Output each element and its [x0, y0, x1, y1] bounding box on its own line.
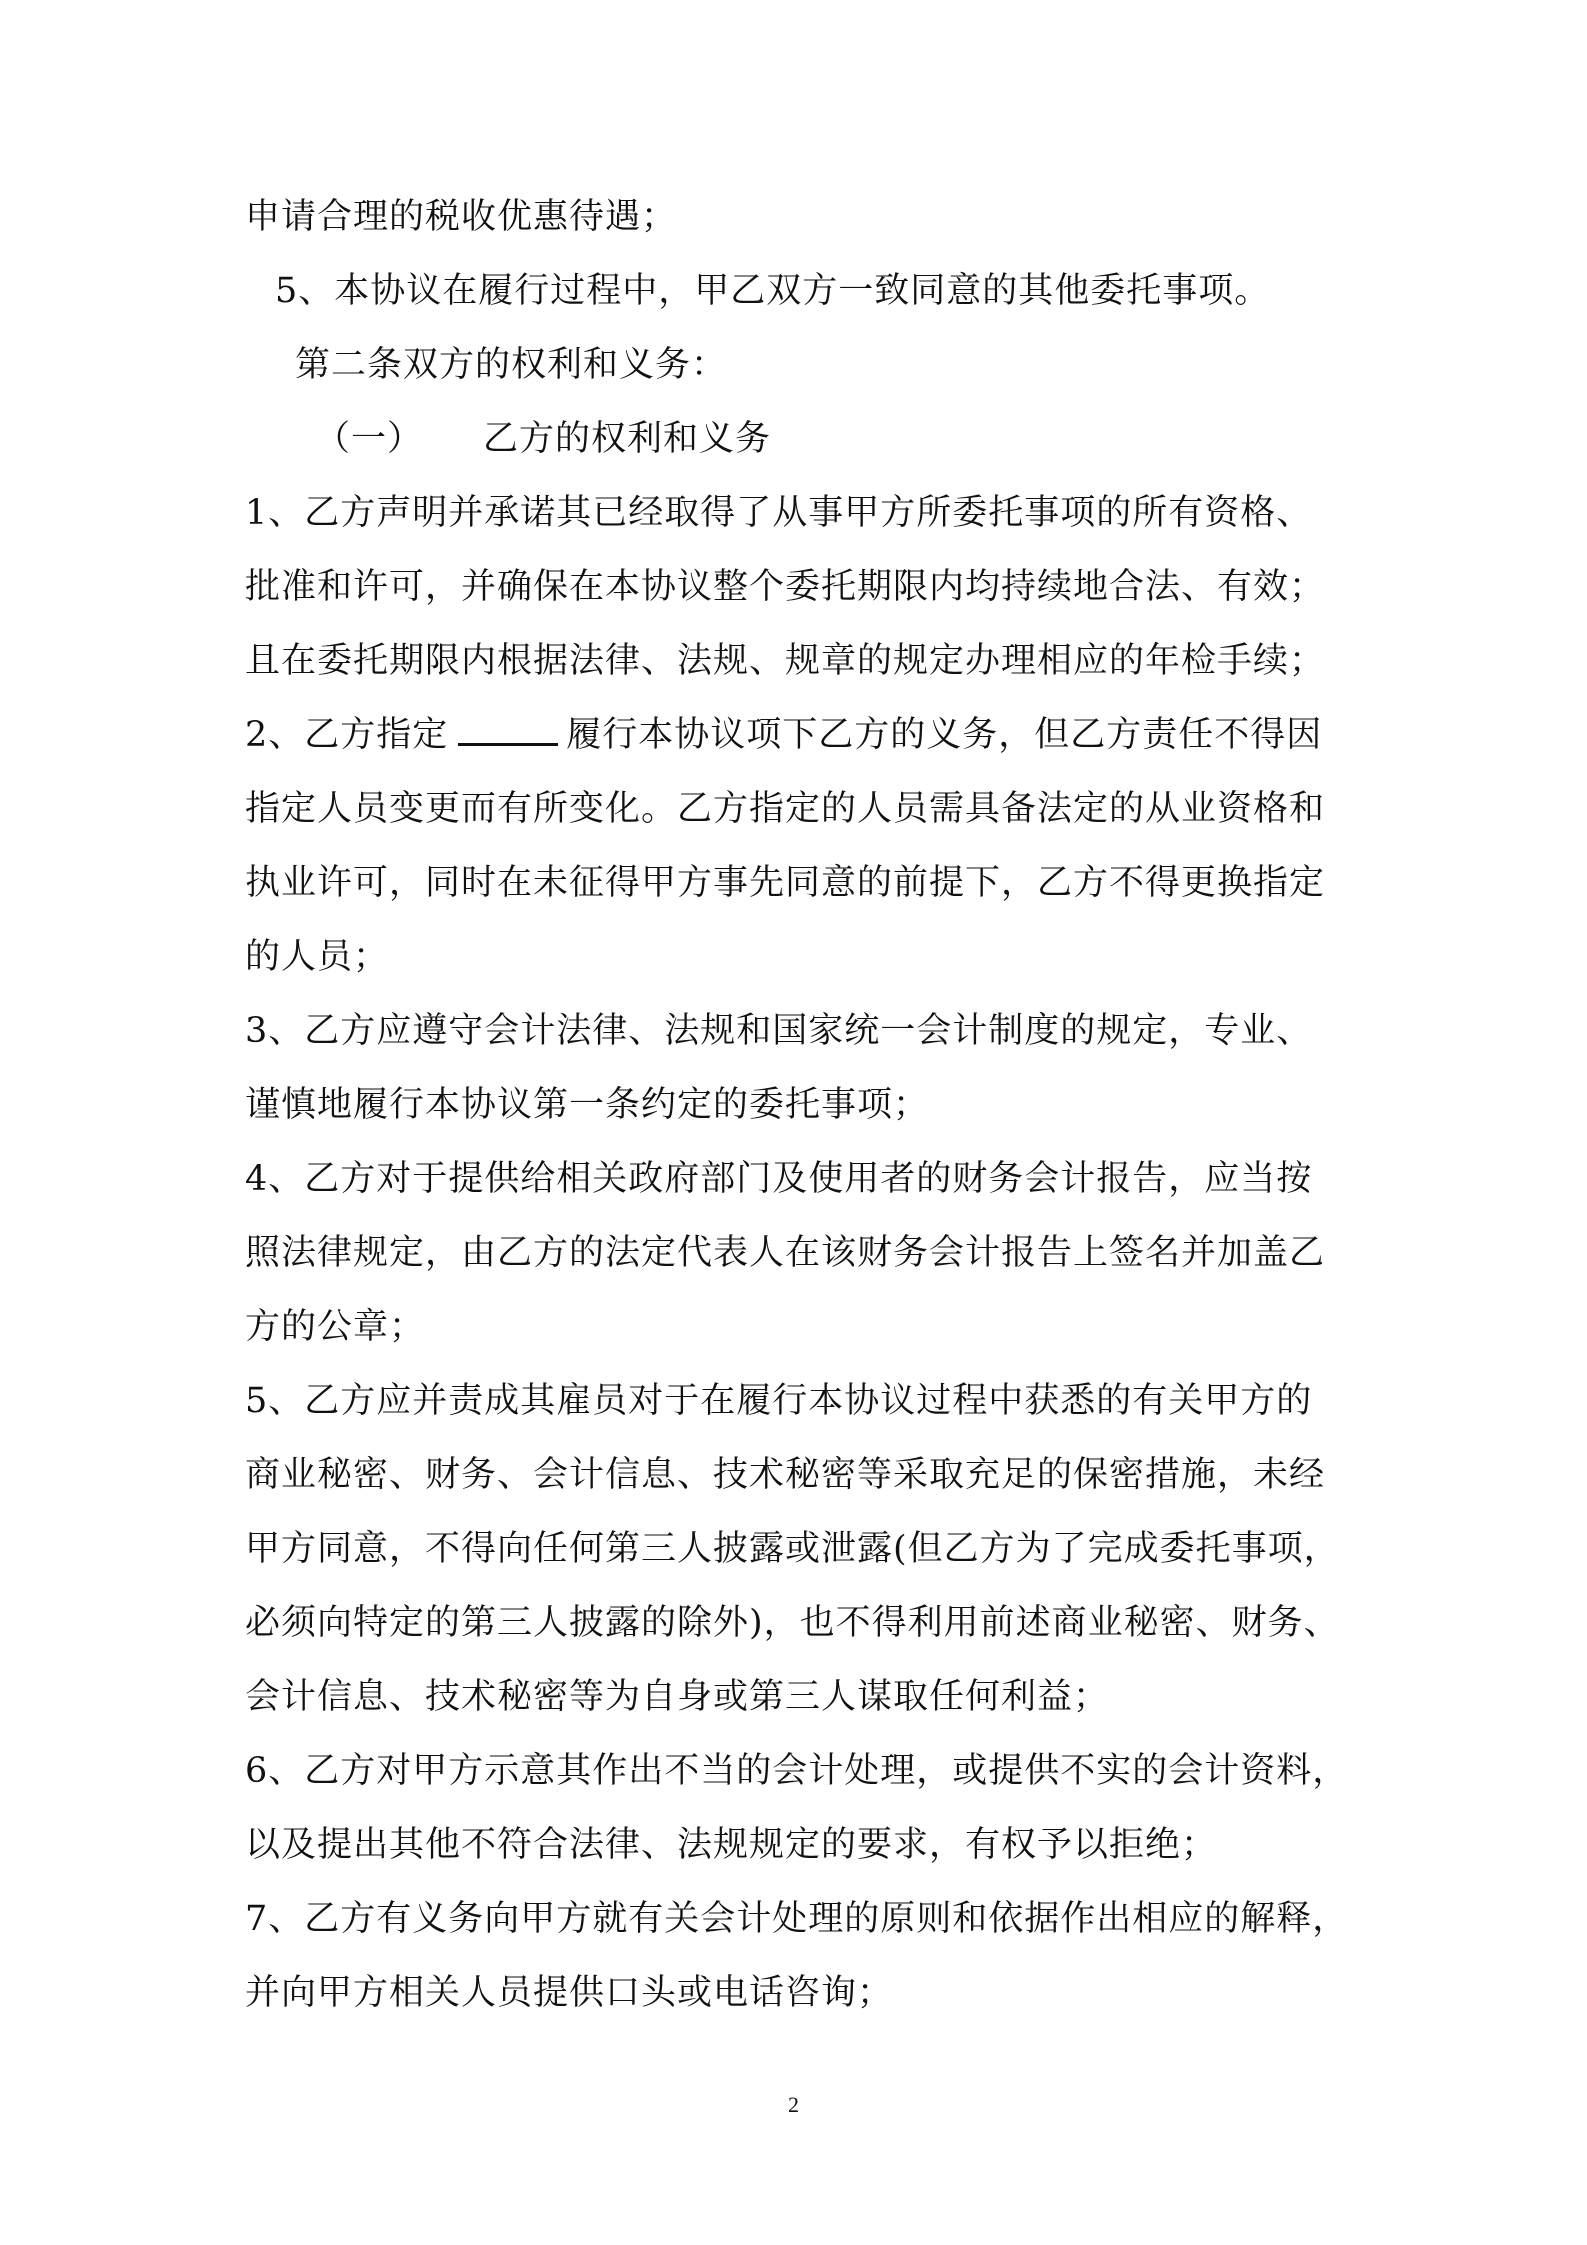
text-line: 甲方同意，不得向任何第三人披露或泄露(但乙方为了完成委托事项，	[245, 1529, 1340, 1569]
text-line: 申请合理的税收优惠待遇；	[245, 197, 678, 237]
text-line: 的人员；	[245, 937, 390, 977]
text-line: 5、乙方应并责成其雇员对于在履行本协议过程中获悉的有关甲方的	[245, 1381, 1313, 1421]
text-line: 批准和许可，并确保在本协议整个委托期限内均持续地合法、有效；	[245, 567, 1326, 607]
document-body	[245, 180, 1365, 2030]
text-line: 商业秘密、财务、会计信息、技术秘密等采取充足的保密措施，未经	[245, 1455, 1326, 1495]
text-line: 执业许可，同时在未征得甲方事先同意的前提下，乙方不得更换指定	[245, 863, 1326, 903]
text-line: 3、乙方应遵守会计法律、法规和国家统一会计制度的规定，专业、	[245, 1011, 1313, 1051]
text-line: 4、乙方对于提供给相关政府部门及使用者的财务会计报告，应当按	[245, 1159, 1313, 1199]
text-line: 会计信息、技术秘密等为自身或第三人谋取任何利益；	[245, 1677, 1110, 1717]
item-2-prefix: 2、乙方指定	[245, 715, 449, 755]
text-line: 且在委托期限内根据法律、法规、规章的规定办理相应的年检手续；	[245, 641, 1326, 681]
page-number: 2	[788, 2092, 799, 2117]
text-line: 谨慎地履行本协议第一条约定的委托事项；	[245, 1085, 930, 1125]
text-line: 以及提出其他不符合法律、法规规定的要求，有权予以拒绝；	[245, 1825, 1218, 1865]
text-line: 6、乙方对甲方示意其作出不当的会计处理，或提供不实的会计资料，	[245, 1751, 1349, 1791]
subsection-heading	[245, 402, 1365, 476]
text-line: 必须向特定的第三人披露的除外)，也不得利用前述商业秘密、财务、	[245, 1603, 1340, 1643]
subsection-number: （一）	[315, 419, 424, 459]
text-line: 方的公章；	[245, 1307, 426, 1347]
subsection-title: 乙方的权利和义务	[483, 419, 772, 459]
item-2-suffix: 履行本协议项下乙方的义务，但乙方责任不得因	[566, 715, 1323, 755]
text-line	[245, 698, 1365, 772]
text-line: 5、本协议在履行过程中，甲乙双方一致同意的其他委托事项。	[275, 271, 1271, 311]
text-line: 照法律规定，由乙方的法定代表人在该财务会计报告上签名并加盖乙	[245, 1233, 1326, 1273]
fill-in-blank	[458, 715, 558, 746]
text-line: 指定人员变更而有所变化。乙方指定的人员需具备法定的从业资格和	[245, 789, 1326, 829]
text-line: 1、乙方声明并承诺其已经取得了从事甲方所委托事项的所有资格、	[245, 493, 1313, 533]
text-line: 并向甲方相关人员提供口头或电话咨询；	[245, 1973, 894, 2013]
section-heading: 第二条双方的权利和义务：	[295, 345, 728, 385]
text-line: 7、乙方有义务向甲方就有关会计处理的原则和依据作出相应的解释，	[245, 1899, 1349, 1939]
